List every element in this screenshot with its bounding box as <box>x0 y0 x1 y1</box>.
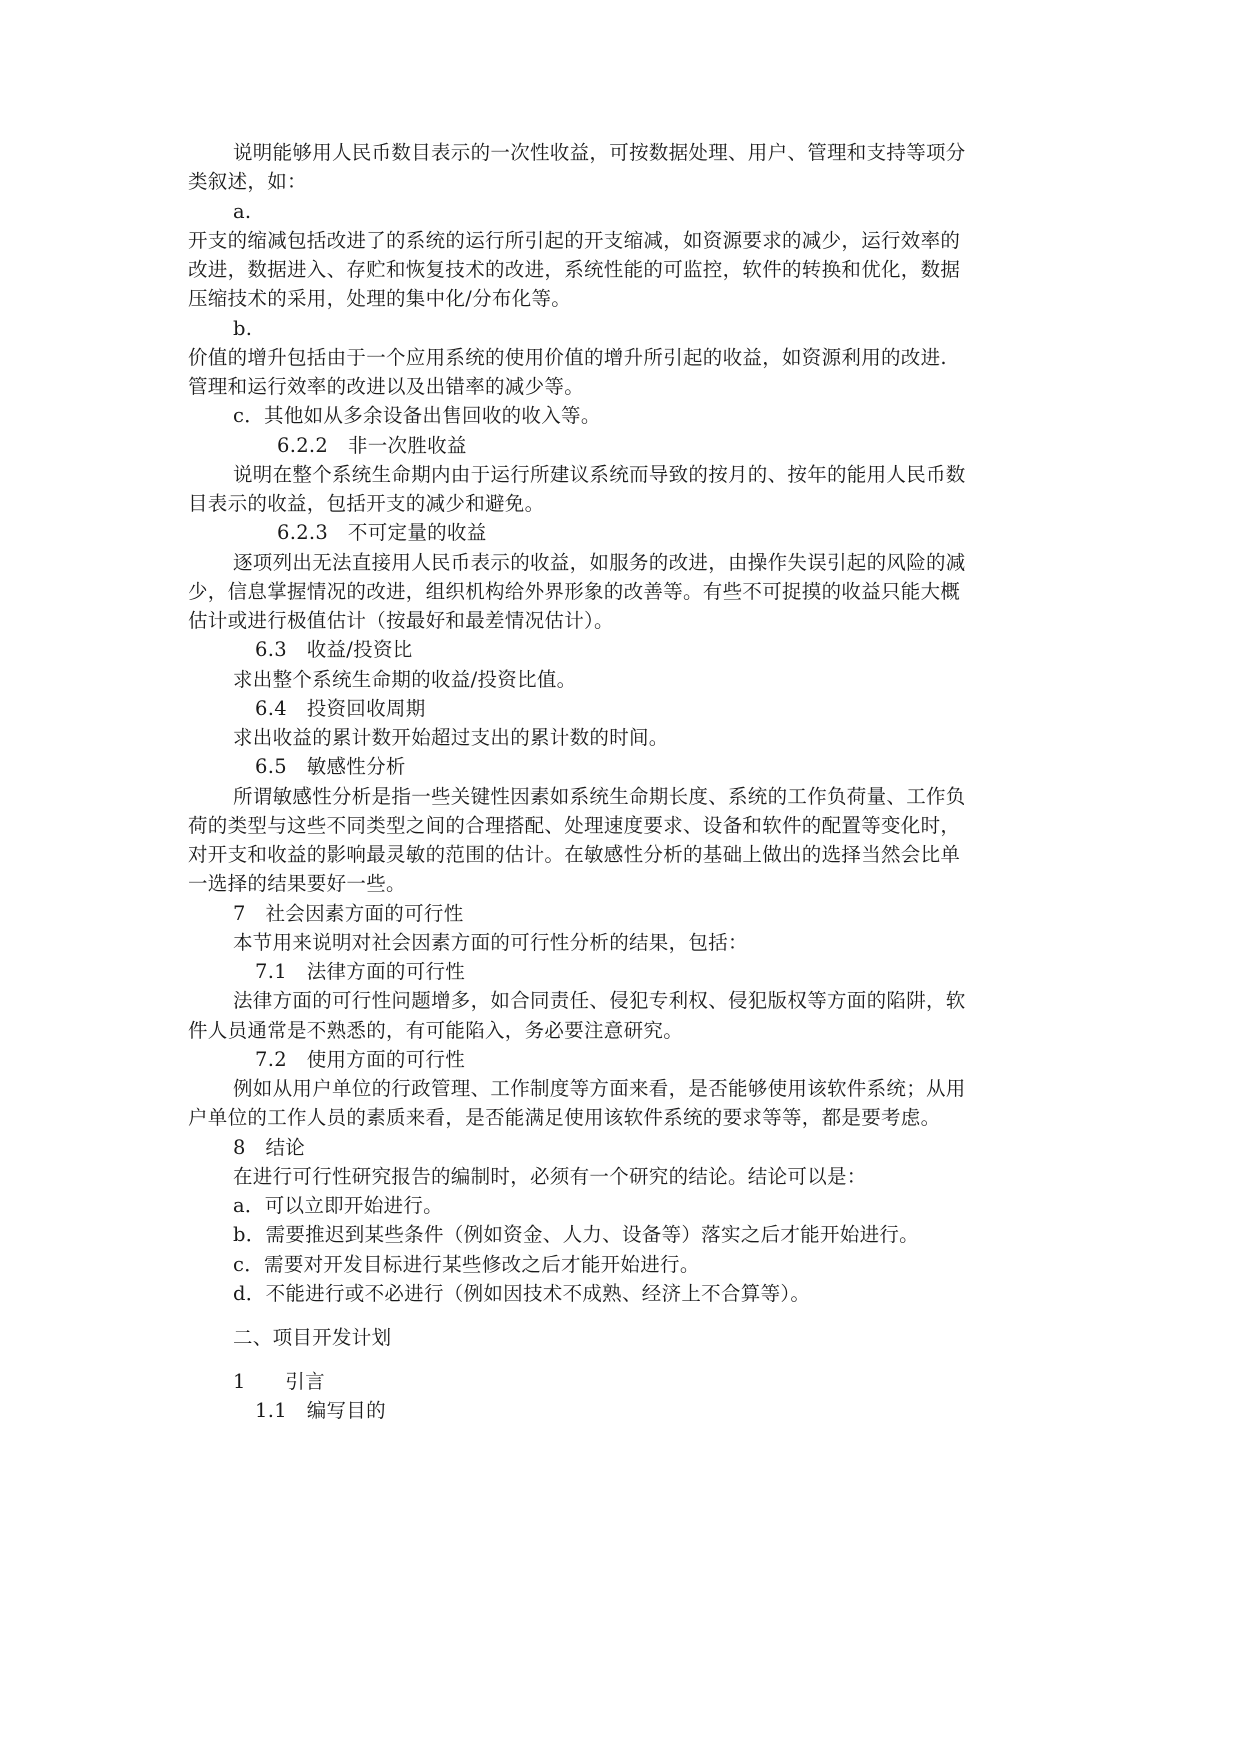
list-marker: b. <box>233 317 253 340</box>
text-line: 价值的增升包括由于一个应用系统的使用价值的增升所引起的收益，如资源利用的改进. <box>188 346 947 369</box>
section-heading: 1.1 编写目的 <box>255 1399 386 1422</box>
section-heading: 6.4 投资回收周期 <box>255 697 426 720</box>
text-line: 说明能够用人民币数目表示的一次性收益，可按数据处理、用户、管理和支持等项分 <box>233 141 966 164</box>
section-heading: 6.3 收益/投资比 <box>255 638 413 661</box>
text-line: 估计或进行极值估计（按最好和最差情况估计）。 <box>188 609 614 632</box>
section-heading: 6.5 敏感性分析 <box>255 755 406 778</box>
text-line: 开支的缩减包括改进了的系统的运行所引起的开支缩减，如资源要求的减少，运行效率的 <box>188 229 961 252</box>
list-item: c．需要对开发目标进行某些修改之后才能开始进行。 <box>233 1253 700 1276</box>
text-line: 例如从用户单位的行政管理、工作制度等方面来看，是否能够使用该软件系统；从用 <box>233 1077 966 1100</box>
text-line: 一选择的结果要好一些。 <box>188 872 406 895</box>
section-heading: 7.1 法律方面的可行性 <box>255 960 466 983</box>
text-line: c．其他如从多余设备出售回收的收入等。 <box>233 404 601 427</box>
section-heading: 6.2.3 不可定量的收益 <box>277 521 487 544</box>
text-line: 类叙述，如： <box>188 170 307 193</box>
text-line: 改进，数据进入、存贮和恢复技术的改进，系统性能的可监控，软件的转换和优化，数据 <box>188 258 961 281</box>
text-line: 本节用来说明对社会因素方面的可行性分析的结果，包括： <box>233 931 748 954</box>
list-item: b．需要推迟到某些条件（例如资金、人力、设备等）落实之后才能开始进行。 <box>233 1223 919 1246</box>
text-line: 少，信息掌握情况的改进，组织机构给外界形象的改善等。有些不可捉摸的收益只能大概 <box>188 580 961 603</box>
text-line: 求出整个系统生命期的收益/投资比值。 <box>233 668 577 691</box>
chapter-heading: 二、项目开发计划 <box>233 1326 392 1349</box>
text-line: 在进行可行性研究报告的编制时，必须有一个研究的结论。结论可以是： <box>233 1165 867 1188</box>
list-marker: a. <box>233 200 252 223</box>
text-line: 求出收益的累计数开始超过支出的累计数的时间。 <box>233 726 669 749</box>
list-item: a．可以立即开始进行。 <box>233 1194 443 1217</box>
text-line: 户单位的工作人员的素质来看，是否能满足使用该软件系统的要求等等，都是要考虑。 <box>188 1106 941 1129</box>
section-heading: 8 结论 <box>233 1136 306 1159</box>
text-line: 逐项列出无法直接用人民币表示的收益，如服务的改进，由操作失误引起的风险的减 <box>233 551 966 574</box>
list-item: d．不能进行或不必进行（例如因技术不成熟、经济上不合算等）。 <box>233 1282 811 1305</box>
text-line: 说明在整个系统生命期内由于运行所建议系统而导致的按月的、按年的能用人民币数 <box>233 463 966 486</box>
section-heading: 7 社会因素方面的可行性 <box>233 902 464 925</box>
text-line: 件人员通常是不熟悉的，有可能陷入，务必要注意研究。 <box>188 1019 684 1042</box>
section-heading: 1 引言 <box>233 1370 325 1393</box>
text-line: 目表示的收益，包括开支的减少和避免。 <box>188 492 545 515</box>
section-heading: 6.2.2 非一次胜收益 <box>277 434 467 457</box>
text-line: 对开支和收益的影响最灵敏的范围的估计。在敏感性分析的基础上做出的选择当然会比单 <box>188 843 961 866</box>
text-line: 荷的类型与这些不同类型之间的合理搭配、处理速度要求、设备和软件的配置等变化时， <box>188 814 961 837</box>
text-line: 所谓敏感性分析是指一些关键性因素如系统生命期长度、系统的工作负荷量、工作负 <box>233 785 966 808</box>
text-line: 压缩技术的采用，处理的集中化/分布化等。 <box>188 287 572 310</box>
text-line: 管理和运行效率的改进以及出错率的减少等。 <box>188 375 585 398</box>
text-line: 法律方面的可行性问题增多，如合同责任、侵犯专利权、侵犯版权等方面的陷阱，软 <box>233 989 966 1012</box>
section-heading: 7.2 使用方面的可行性 <box>255 1048 466 1071</box>
